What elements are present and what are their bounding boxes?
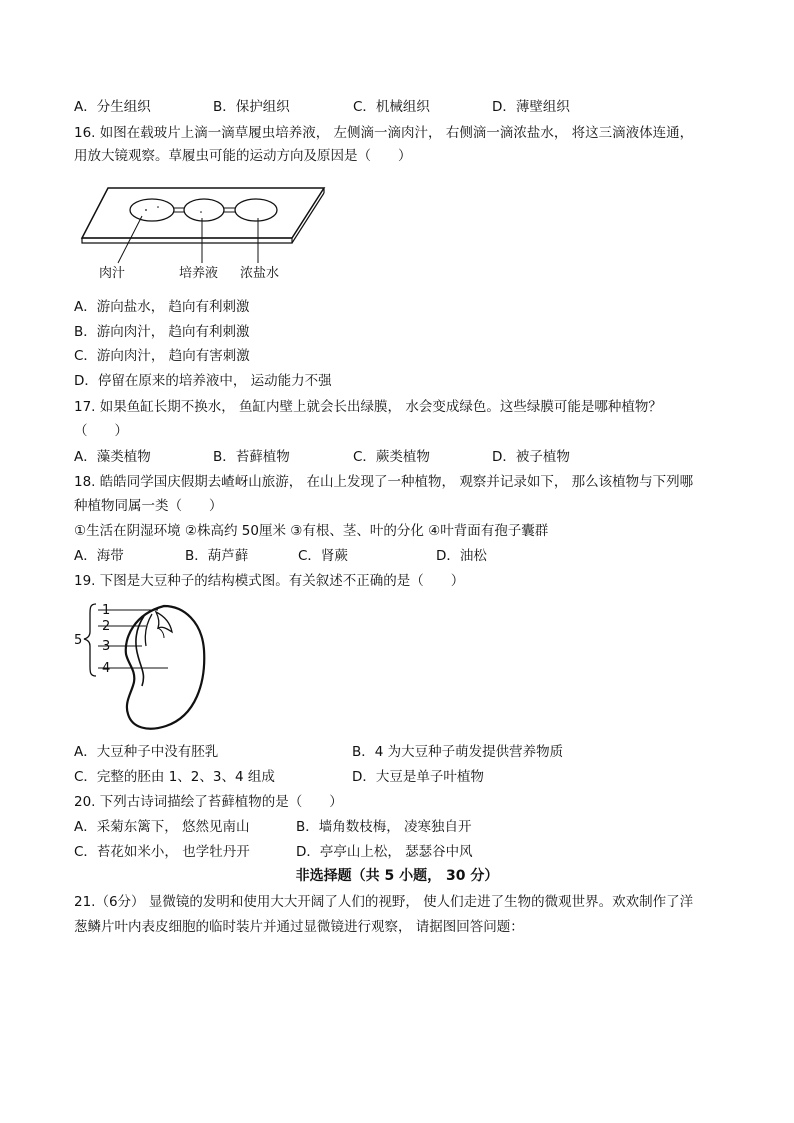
label-culture: 培养液: [179, 266, 219, 281]
q18-stem-line1: 18. 皓皓同学国庆假期去嵖岈山旅游， 在山上发现了一种植物， 观察并记录如下， 那么该植物与下列哪: [74, 474, 694, 490]
q16-stem-line1: 16. 如图在载玻片上滴一滴草履虫培养液， 左侧滴一滴肉汁， 右侧滴一滴浓盐水， 将这三滴液体连通，: [74, 125, 694, 141]
q17-option-b: B．苔藓植物: [213, 449, 290, 465]
q17-option-d: D．被子植物: [492, 449, 570, 465]
q16-stem-line2: 用放大镜观察。草履虫可能的运动方向及原因是（ ）: [74, 148, 412, 164]
meat-juice-drop: [130, 199, 174, 221]
seed-label-2: 2: [102, 619, 111, 634]
seed-outline: [126, 606, 204, 729]
q16-slide-figure: [74, 180, 334, 285]
q15-option-c: C．机械组织: [353, 99, 430, 115]
q17-stem-line2: （ ）: [74, 423, 128, 439]
q17-options: [74, 447, 570, 467]
label-meat-juice: 肉汁: [99, 266, 126, 281]
plumule: [156, 612, 172, 632]
q16-option-b: B．游向肉汁， 趋向有利刺激: [74, 324, 250, 340]
q18-option-b: B．葫芦藓: [185, 548, 249, 564]
q17-option-a: A．藻类植物: [74, 449, 151, 465]
q19-option-b: B．4 为大豆种子萌发提供营养物质: [352, 744, 564, 760]
seed-label-3: 3: [102, 639, 111, 654]
brace-5: [84, 604, 96, 676]
q19-option-d: D．大豆是单子叶植物: [352, 769, 484, 785]
q18-option-c: C．肾蕨: [298, 548, 348, 564]
q19-option-a: A．大豆种子中没有胚乳: [74, 744, 219, 760]
q21-stem-line2: 葱鳞片叶内表皮细胞的临时装片并通过显微镜进行观察， 请据图回答问题：: [74, 919, 524, 935]
q20-option-b: B．墙角数枝梅， 凌寒独自开: [296, 819, 472, 835]
q17-stem-line1: 17. 如果鱼缸长期不换水， 鱼缸内壁上就会长出绿膜， 水会变成绿色。这些绿膜可能是哪种植物？: [74, 399, 662, 415]
q16-option-a: A．游向盐水， 趋向有利刺激: [74, 299, 250, 315]
q19-soybean-seed-figure: [72, 598, 222, 738]
q20-option-d: D．亭亭山上松， 瑟瑟谷中风: [296, 844, 473, 860]
q20-option-a: A．采菊东篱下， 悠然见南山: [74, 819, 250, 835]
salt-water-drop: [235, 199, 277, 221]
q18-observations: ①生活在阴湿环境 ②株高约 50厘米 ③有根、茎、叶的分化 ④叶背面有孢子囊群: [74, 523, 549, 539]
glass-slide: [82, 188, 324, 238]
q18-stem-line2: 种植物同属一类（ ）: [74, 498, 223, 514]
q15-option-b: B．保护组织: [213, 99, 290, 115]
q18-option-a: A．海带: [74, 548, 124, 564]
q15-option-a: A．分生组织: [74, 99, 151, 115]
q17-option-c: C．蕨类植物: [353, 449, 430, 465]
q21-stem-line1: 21.（6分） 显微镜的发明和使用大大开阔了人们的视野， 使人们走进了生物的微观世界。欢欢制作了洋: [74, 894, 694, 910]
label-salt-water: 浓盐水: [240, 266, 280, 281]
seed-label-4: 4: [102, 661, 111, 676]
q19-option-c: C．完整的胚由 1、2、3、4 组成: [74, 769, 275, 785]
q19-stem: 19. 下图是大豆种子的结构模式图。有关叙述不正确的是（ ）: [74, 573, 465, 589]
q16-option-c: C．游向肉汁， 趋向有害刺激: [74, 348, 250, 364]
q18-option-d: D．油松: [436, 548, 487, 564]
seed-label-1: 1: [102, 603, 111, 618]
q15-option-d: D．薄壁组织: [492, 99, 570, 115]
q16-option-d: D．停留在原来的培养液中， 运动能力不强: [74, 373, 332, 389]
section-title: 非选择题（共 5 小题， 30 分）: [295, 868, 499, 884]
seed-label-5: 5: [74, 633, 83, 648]
q15-options: [74, 97, 570, 117]
culture-drop: [184, 199, 224, 221]
q20-stem: 20. 下列古诗词描绘了苔藓植物的是（ ）: [74, 794, 343, 810]
q20-option-c: C．苔花如米小， 也学牡丹开: [74, 844, 250, 860]
q18-options: [74, 546, 487, 566]
